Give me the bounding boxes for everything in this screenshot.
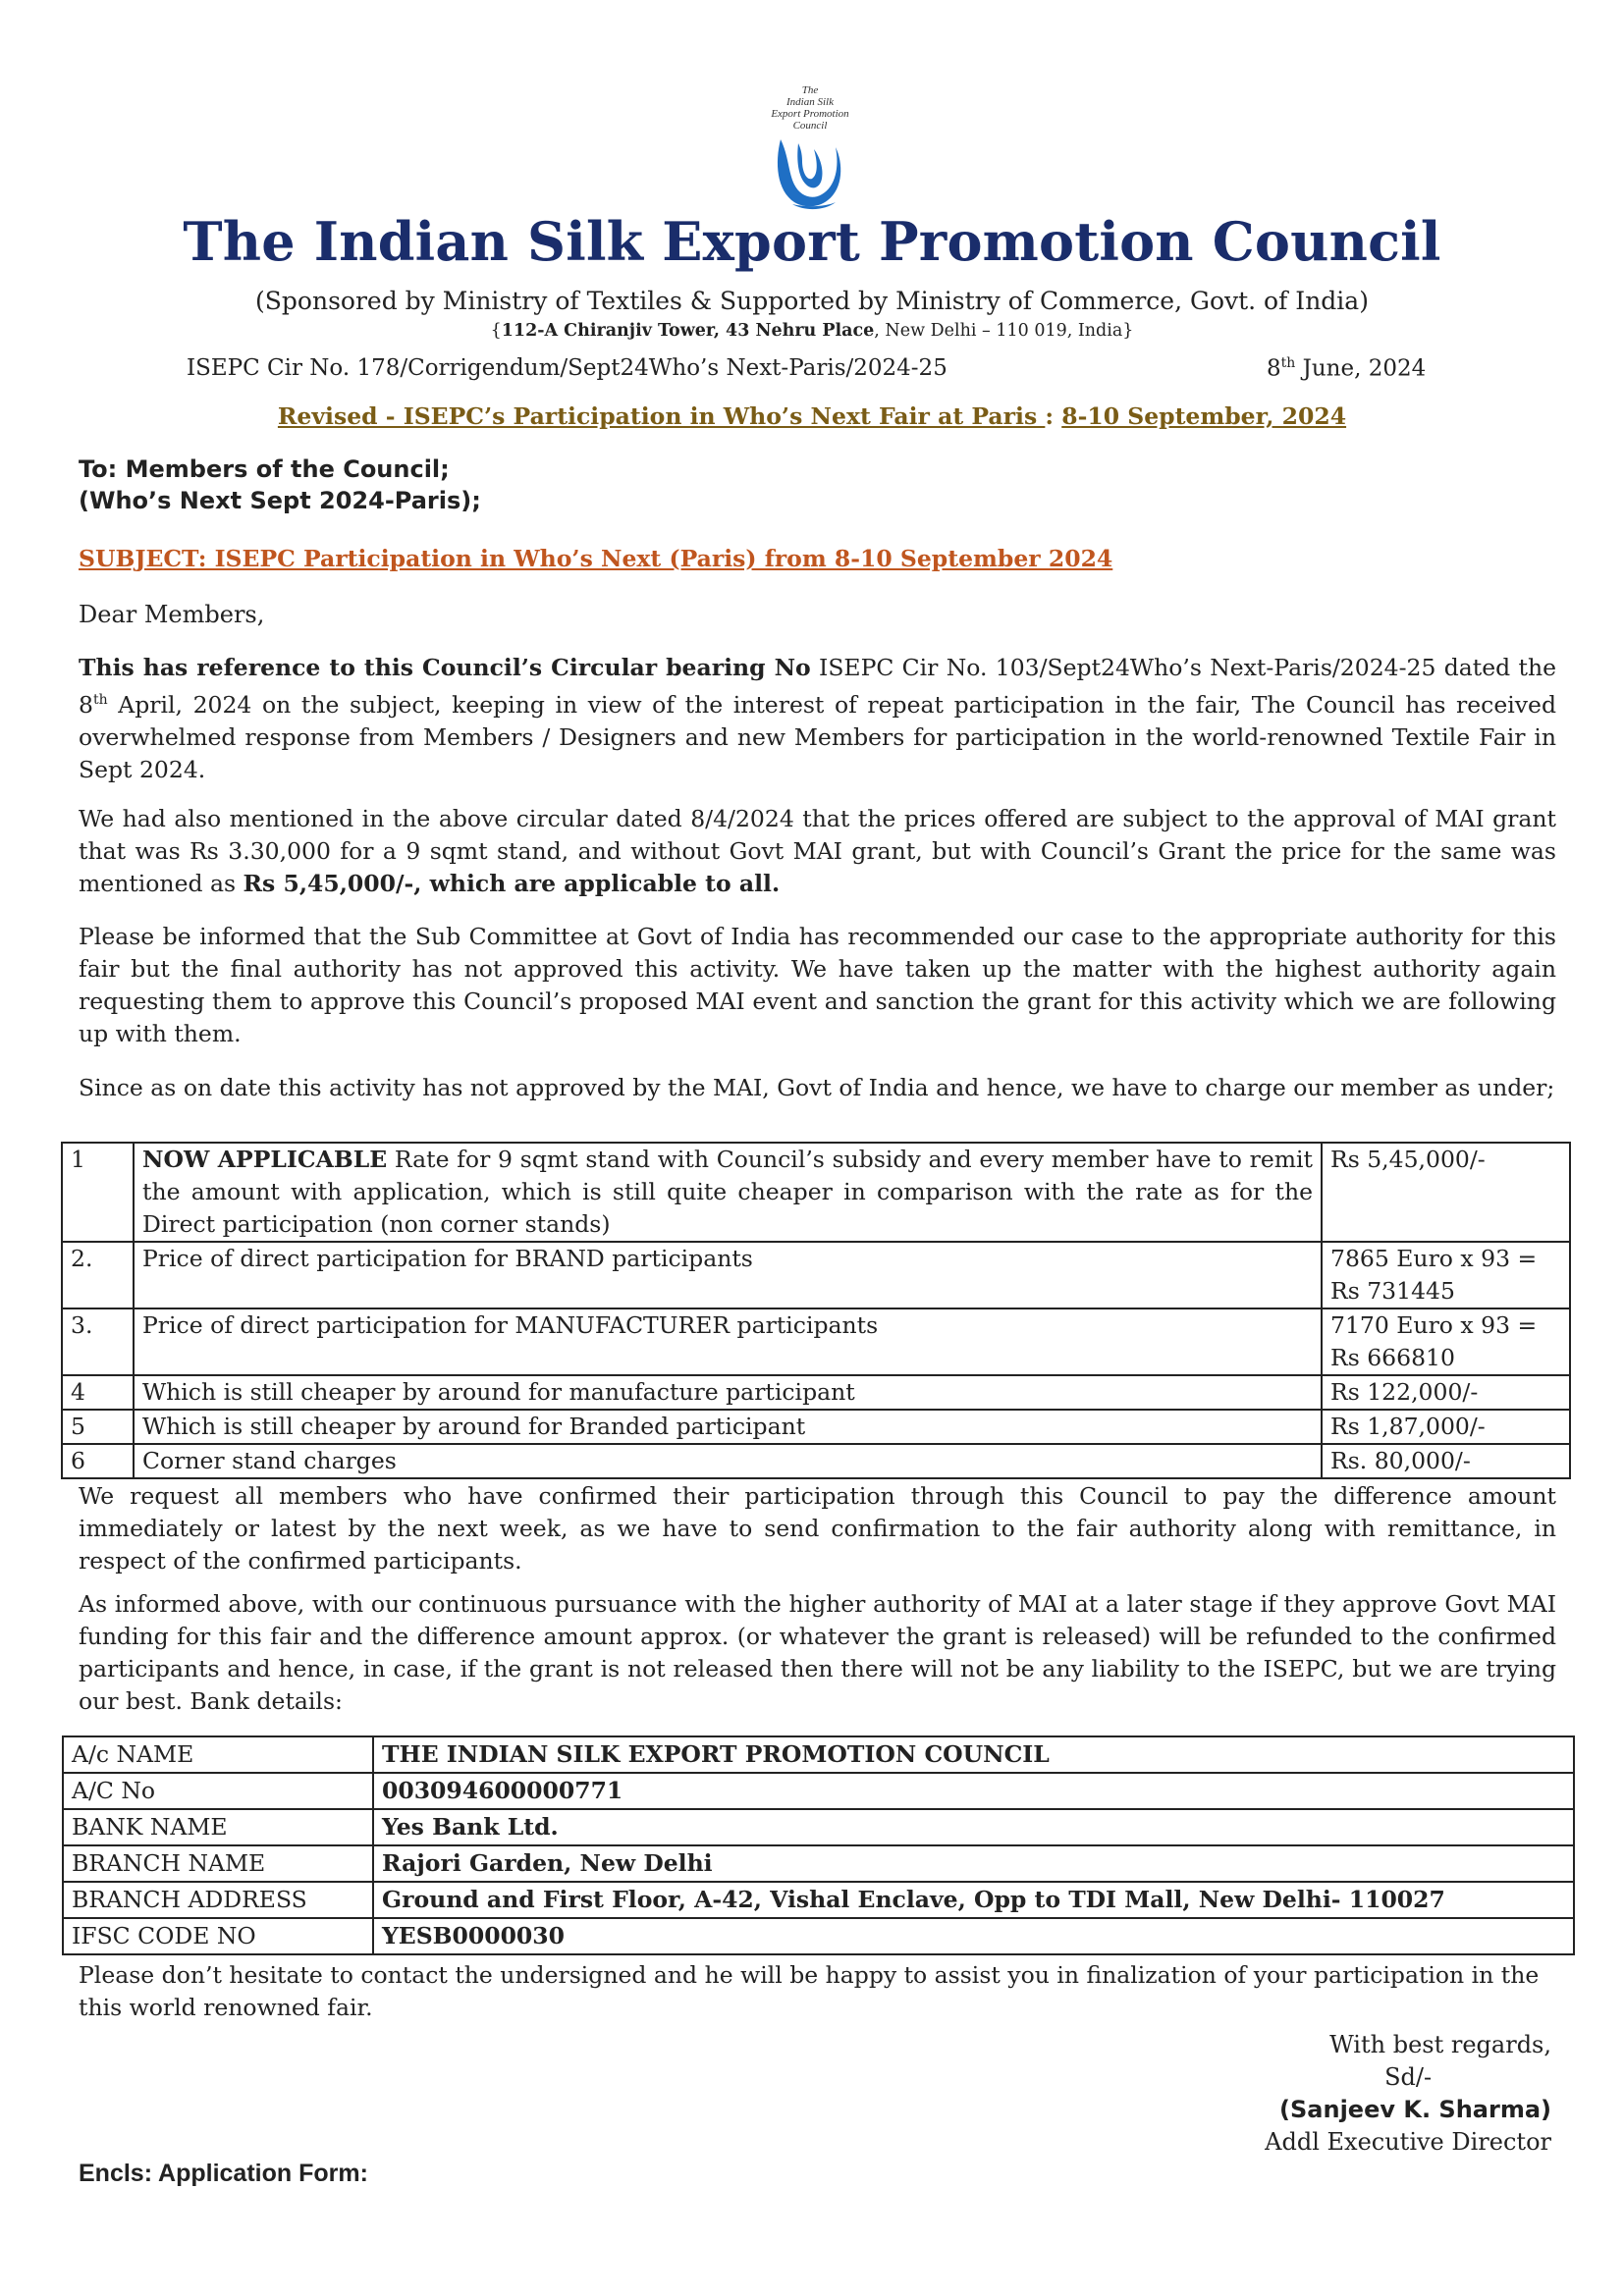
bank-field-label: IFSC CODE NO bbox=[63, 1918, 373, 1954]
rate-value: Rs. 80,000/- bbox=[1322, 1444, 1570, 1478]
org-title: The Indian Silk Export Promotion Council bbox=[183, 210, 1441, 273]
rates-table bbox=[61, 1142, 1571, 1479]
bank-field-value: THE INDIAN SILK EXPORT PROMOTION COUNCIL bbox=[373, 1736, 1574, 1773]
bank-field-label: BRANCH ADDRESS bbox=[63, 1882, 373, 1918]
circular-date: 8th June, 2024 bbox=[1267, 355, 1427, 382]
subject-line: SUBJECT: ISEPC Participation in Who’s Next (Paris) from 8-10 September 2024 bbox=[79, 545, 1113, 572]
bank-row bbox=[63, 1773, 1574, 1809]
bank-field-value: Yes Bank Ltd. bbox=[373, 1809, 1574, 1845]
rate-number: 2. bbox=[62, 1242, 134, 1308]
sponsor-line: (Sponsored by Ministry of Textiles & Supported by Ministry of Commerce, Govt. of India) bbox=[255, 287, 1369, 315]
bank-row bbox=[63, 1918, 1574, 1954]
bank-row bbox=[63, 1809, 1574, 1845]
rate-value: 7865 Euro x 93 = Rs 731445 bbox=[1322, 1242, 1570, 1308]
paragraph-prices: We had also mentioned in the above circular dated 8/4/2024 that the prices offered are subject to the approval of MAI grant that was Rs 3.30,000 for a 9 sqmt stand, and without Govt MAI grant, but with Council’s Grant the price for the same was mentioned as Rs 5,45,000/-, which are applicable to all. bbox=[79, 805, 1556, 897]
signed-text: Sd/- bbox=[1384, 2063, 1433, 2091]
logo-text: The Indian Silk Export Promotion Council bbox=[771, 84, 849, 132]
rate-number: 4 bbox=[62, 1375, 134, 1410]
enclosure-note: Encls: Application Form: bbox=[79, 2160, 368, 2187]
rate-description: Which is still cheaper by around for manufacture participant bbox=[134, 1375, 1322, 1410]
bank-field-label: BRANCH NAME bbox=[63, 1845, 373, 1882]
paragraph-refund: As informed above, with our continuous pursuance with the higher authority of MAI at a later stage if they approve Govt MAI funding for this fair and the difference amount approx. (or whatever the grant is released) will be refunded to the confirmed participants and hence, in case, if the grant is not released then there will not be any liability to the ISEPC, but we are trying our best. Bank details: bbox=[79, 1590, 1556, 1715]
bank-field-label: A/C No bbox=[63, 1773, 373, 1809]
bank-row bbox=[63, 1845, 1574, 1882]
rate-description: Which is still cheaper by around for Branded participant bbox=[134, 1410, 1322, 1444]
rate-number: 5 bbox=[62, 1410, 134, 1444]
paragraph-request: We request all members who have confirmed their participation through this Council to pay the difference amount immediately or latest by the next week, as we have to send confirmation to the fair authority along with remittance, in respect of the confirmed participants. bbox=[79, 1482, 1556, 1575]
signature-block bbox=[1265, 2029, 1551, 2159]
bank-field-value: YESB0000030 bbox=[373, 1918, 1574, 1954]
rate-value: Rs 122,000/- bbox=[1322, 1375, 1570, 1410]
rate-description: Price of direct participation for BRAND participants bbox=[134, 1242, 1322, 1308]
bank-row bbox=[63, 1736, 1574, 1773]
rate-description: NOW APPLICABLE Rate for 9 sqmt stand with Council’s subsidy and every member have to remit the amount with application, which is still quite cheaper in comparison with the rate as for the Direct participation (non corner stands) bbox=[134, 1143, 1322, 1242]
addressee: To: Members of the Council; (Who’s Next Sept 2024-Paris); bbox=[79, 455, 481, 514]
rate-number: 6 bbox=[62, 1444, 134, 1478]
rate-number: 3. bbox=[62, 1308, 134, 1375]
rate-value: Rs 5,45,000/- bbox=[1322, 1143, 1570, 1242]
rate-row bbox=[62, 1410, 1570, 1444]
rate-row bbox=[62, 1242, 1570, 1308]
revised-heading: Revised - ISEPC’s Participation in Who’s Next Fair at Paris : 8-10 September, 2024 bbox=[277, 402, 1347, 430]
signatory-name: (Sanjeev K. Sharma) bbox=[1279, 2096, 1551, 2123]
regards-text: With best regards, bbox=[1329, 2031, 1551, 2058]
paragraph-approval-status: Please be informed that the Sub Committee at Govt of India has recommended our case to the appropriate authority for this fair but the final authority has not approved this activity. We have taken up the matter with the highest authority again requesting them to approve this Council’s proposed MAI event and sanction the grant for this activity which we are following up with them. bbox=[79, 923, 1556, 1047]
paragraph-charge-intro: Since as on date this activity has not approved by the MAI, Govt of India and hence, we have to charge our member as under; bbox=[79, 1074, 1555, 1101]
bank-field-value: 003094600000771 bbox=[373, 1773, 1574, 1809]
rate-value: Rs 1,87,000/- bbox=[1322, 1410, 1570, 1444]
rate-row bbox=[62, 1444, 1570, 1478]
rate-row bbox=[62, 1143, 1570, 1242]
council-logo bbox=[731, 84, 889, 217]
paragraph-contact: Please don’t hesitate to contact the undersigned and he will be happy to assist you in finalization of your participation in the this world renowned fair. bbox=[79, 1961, 1540, 2021]
bank-field-label: A/c NAME bbox=[63, 1736, 373, 1773]
salutation: Dear Members, bbox=[79, 601, 265, 628]
bank-field-label: BANK NAME bbox=[63, 1809, 373, 1845]
silk-logo-icon bbox=[771, 133, 849, 210]
bank-details-table bbox=[62, 1735, 1575, 1955]
bank-field-value: Ground and First Floor, A-42, Vishal Enclave, Opp to TDI Mall, New Delhi- 110027 bbox=[373, 1882, 1574, 1918]
rate-number: 1 bbox=[62, 1143, 134, 1242]
rate-value: 7170 Euro x 93 = Rs 666810 bbox=[1322, 1308, 1570, 1375]
signatory-designation: Addl Executive Director bbox=[1265, 2128, 1551, 2156]
bank-field-value: Rajori Garden, New Delhi bbox=[373, 1845, 1574, 1882]
circular-number: ISEPC Cir No. 178/Corrigendum/Sept24Who’s Next-Paris/2024-25 bbox=[187, 355, 947, 381]
rate-row bbox=[62, 1375, 1570, 1410]
paragraph-reference: This has reference to this Council’s Circular bearing No ISEPC Cir No. 103/Sept24Who’s Next-Paris/2024-25 dated the 8th April, 2024 on the subject, keeping in view of the interest of repeat participation in the fair, The Council has received overwhelmed response from Members / Designers and new Members for participation in the world-renowned Textile Fair in Sept 2024. bbox=[79, 654, 1556, 783]
rate-row bbox=[62, 1308, 1570, 1375]
address-line: {112-A Chiranjiv Tower, 43 Nehru Place, New Delhi – 110 019, India} bbox=[490, 321, 1134, 341]
rate-description: Corner stand charges bbox=[134, 1444, 1322, 1478]
rate-description: Price of direct participation for MANUFACTURER participants bbox=[134, 1308, 1322, 1375]
bank-row bbox=[63, 1882, 1574, 1918]
